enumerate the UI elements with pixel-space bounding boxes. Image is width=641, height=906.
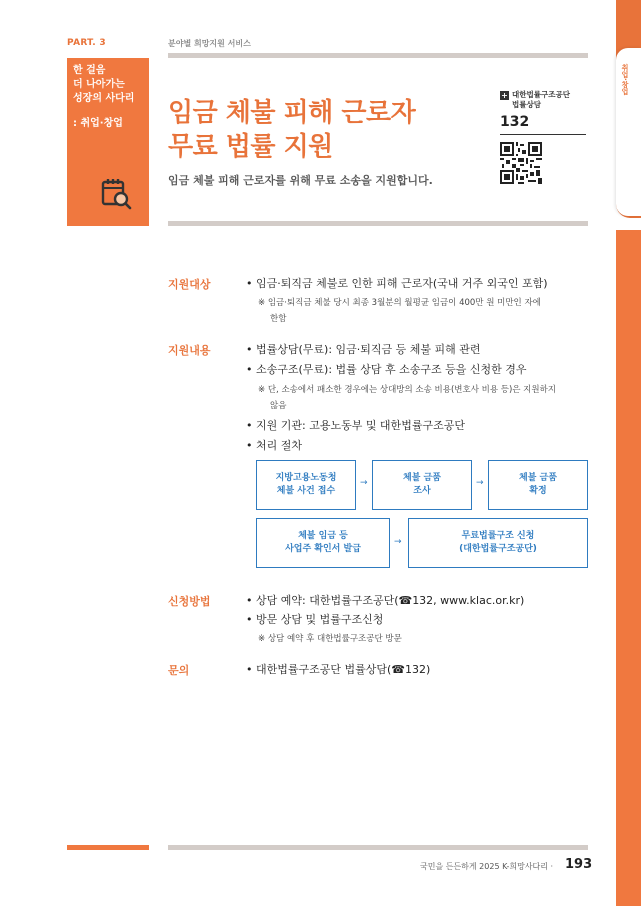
flow-arrow-3: → [394, 537, 402, 547]
plus-icon: + [501, 91, 508, 100]
flow-step-3-line1: 체불 금품 [519, 473, 557, 483]
target-item-1: • 임금·퇴직금 체불로 인한 피해 근로자(국내 거주 외국인 포함) [246, 277, 548, 290]
title-line2: 무료 법률 지원 [168, 132, 333, 162]
content-item-4: • 처리 절차 [246, 439, 302, 452]
inquiry-label: 문의 [168, 664, 190, 677]
contact-org [500, 90, 586, 110]
flow-step-4-line2: 사업주 확인서 발급 [285, 544, 361, 554]
part-label: PART. 3 [67, 38, 106, 48]
section-label: 분야별 희망지원 서비스 [168, 39, 251, 48]
target-note-1a: ※ 임금·퇴직금 체불 당시 최종 3월분의 월평균 임금이 400만 원 미만인 자에 [258, 298, 541, 308]
flow-step-3 [488, 460, 588, 510]
flow-step-5-line1: 무료법률구조 신청 [461, 531, 535, 541]
flow-step-1-line1: 지방고용노동청 [275, 473, 337, 483]
inquiry-item-1: • 대한법률구조공단 법률상담(☎132) [246, 663, 431, 676]
contact-org-line1: 대한법률구조공단 [512, 90, 570, 99]
side-strip [616, 230, 641, 906]
flow-step-5-line2: (대한법률구조공단) [459, 544, 537, 554]
contact-number: 132 [500, 114, 530, 130]
contact-org-line2: 법률상담 [512, 100, 541, 109]
panel-line3: 성장의 사다리 [73, 93, 135, 104]
apply-label: 신청방법 [168, 595, 211, 608]
flow-arrow-2: → [476, 478, 484, 488]
target-note-1b: 한함 [270, 314, 287, 324]
apply-item-2: • 방문 상담 및 법률구조신청 [246, 613, 384, 626]
title-line1: 임금 체불 피해 근로자 [168, 98, 416, 128]
calendar-search-icon [99, 176, 135, 212]
panel-line2: 더 나아가는 [73, 79, 125, 90]
flow-step-1-line2: 체불 사건 접수 [276, 486, 336, 496]
content-note-2b: 않음 [270, 401, 287, 411]
flow-step-5 [408, 518, 588, 568]
contact-box [500, 90, 586, 188]
flow-step-2-line2: 조사 [413, 486, 431, 496]
apply-note-1: ※ 상담 예약 후 대한법률구조공단 방문 [258, 634, 402, 644]
side-tab-label: 취업·창업 [621, 64, 629, 95]
content-note-2a: ※ 단, 소송에서 패소한 경우에는 상대방의 소송 비용(변호사 비용 등)은 지원하지 [258, 385, 557, 395]
flow-step-1 [256, 460, 356, 510]
footer-accent-bar [67, 845, 149, 850]
flow-step-4 [256, 518, 390, 568]
contact-divider [500, 134, 586, 135]
page-title [168, 96, 415, 164]
flow-step-4-line1: 체불 임금 등 [298, 531, 348, 541]
page-number: 193 [565, 857, 593, 872]
footer-text: 국민을 든든하게 2025 K-희망사다리 · [420, 862, 554, 871]
qr-code-icon[interactable] [500, 142, 542, 184]
category-panel [67, 58, 149, 226]
panel-category: : 취업·창업 [73, 118, 123, 129]
flow-step-2-line1: 체불 금품 [403, 473, 441, 483]
content-item-2: • 소송구조(무료): 법률 상담 후 소송구조 등을 신청한 경우 [246, 363, 527, 376]
target-label: 지원대상 [168, 278, 211, 291]
content-label: 지원내용 [168, 344, 211, 357]
panel-line1: 한 걸음 [73, 65, 106, 76]
content-item-1: • 법률상담(무료): 임금·퇴직금 등 체불 피해 관련 [246, 343, 481, 356]
flow-step-3-line2: 확정 [529, 486, 547, 496]
content-item-3: • 지원 기관: 고용노동부 및 대한법률구조공단 [246, 419, 465, 432]
mid-divider [168, 221, 588, 226]
page-subtitle: 임금 체불 피해 근로자를 위해 무료 소송을 지원합니다. [168, 174, 433, 187]
top-divider [168, 53, 588, 58]
footer-divider [168, 845, 588, 850]
flow-arrow-1: → [360, 478, 368, 488]
flow-step-2 [372, 460, 472, 510]
apply-item-1: • 상담 예약: 대한법률구조공단(☎132, www.klac.or.kr) [246, 594, 525, 607]
